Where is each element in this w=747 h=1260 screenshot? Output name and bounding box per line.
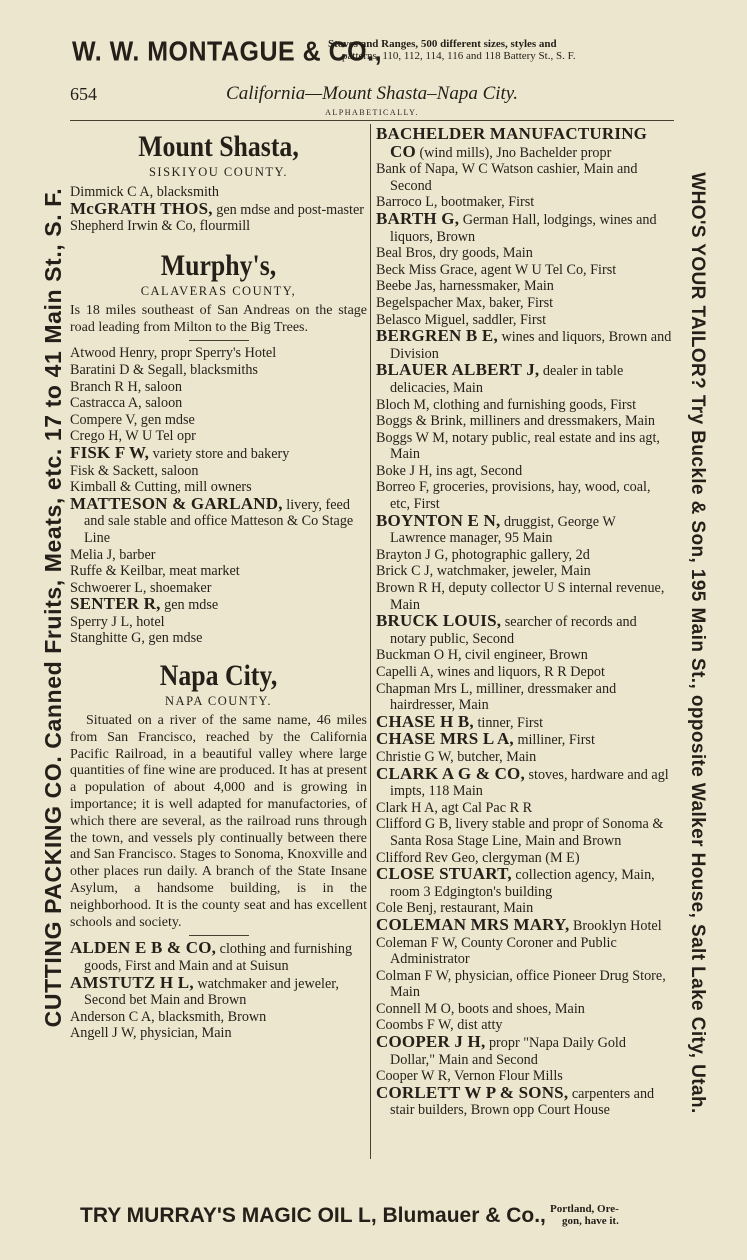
entry-list <box>376 126 674 1119</box>
town-title: Napa City, <box>159 659 278 693</box>
entry-text: Coombs F W, dist atty <box>376 1017 503 1034</box>
entry-name: CORLETT W P & SONS, <box>376 1082 569 1102</box>
entry-details: tinner, First <box>473 714 544 731</box>
directory-entry <box>376 647 674 664</box>
entry-name: BOYNTON E N, <box>376 510 501 530</box>
directory-entry <box>70 463 367 480</box>
entry-text: Barroco L, bootmaker, First <box>376 194 535 211</box>
entry-text: Atwood Henry, propr Sperry's Hotel <box>70 345 277 362</box>
section-rule <box>189 935 249 936</box>
directory-entry <box>70 493 367 547</box>
entry-text: Brown R H, deputy collector U S internal revenue, Main <box>376 580 665 613</box>
entry-details: druggist, George W Lawrence manager, 95 Main <box>390 513 616 547</box>
entry-text: Shepherd Irwin & Co, flourmill <box>70 218 251 235</box>
directory-entry <box>376 362 674 396</box>
entry-text: Connell M O, boots and shoes, Main <box>376 1000 585 1017</box>
entry-list <box>70 345 367 647</box>
entry-details: variety store and bakery <box>149 445 290 462</box>
entry-text: Belasco Miguel, saddler, First <box>376 311 547 328</box>
entry-name: McGRATH THOS, <box>70 198 213 218</box>
entry-details: milliner, First <box>513 732 595 749</box>
entry-text: Stanghitte G, gen mdse <box>70 630 203 647</box>
entry-name: BRUCK LOUIS, <box>376 611 502 631</box>
directory-entry <box>70 362 367 379</box>
entry-details: clothing and furnishing goods, First and Main and at Suisun <box>84 941 353 975</box>
entry-details: collection agency, Main, room 3 Edgington's building <box>390 867 655 900</box>
entry-text: Clark H A, agt Cal Pac R R <box>376 799 533 816</box>
directory-entry <box>70 563 367 580</box>
entry-name: CLOSE STUART, <box>376 864 512 884</box>
entry-text: Compere V, gen mdse <box>70 411 195 428</box>
directory-entry <box>376 914 674 935</box>
directory-entry <box>70 395 367 412</box>
town-title: Mount Shasta, <box>138 130 299 163</box>
entry-text: Cooper W R, Vernon Flour Mills <box>376 1068 563 1085</box>
directory-entry <box>376 763 674 800</box>
entry-text: Anderson C A, blacksmith, Brown <box>70 1008 267 1025</box>
county-name: CALAVERAS COUNTY, <box>140 283 297 298</box>
running-head: California—Mount Shasta–Napa City. <box>226 83 518 104</box>
directory-entry <box>70 412 367 429</box>
entry-text: Angell J W, physician, Main <box>70 1025 232 1042</box>
entry-text: Sperry J L, hotel <box>70 613 165 630</box>
entry-details: carpenters and stair builders, Brown opp Court House <box>390 1085 655 1119</box>
directory-entry <box>376 245 674 262</box>
entry-text: Melia J, barber <box>70 546 156 563</box>
directory-entry <box>70 596 367 614</box>
directory-entry <box>70 218 367 235</box>
directory-entry <box>376 866 674 900</box>
directory-entry <box>70 198 367 219</box>
town-title: Murphy's, <box>160 248 277 282</box>
entry-name: COLEMAN MRS MARY, <box>376 914 570 934</box>
directory-entry <box>376 547 674 564</box>
entry-text: Dimmick C A, blacksmith <box>70 184 219 200</box>
entry-details: wines and liquors, Brown and Division <box>390 329 672 362</box>
entry-text: Fisk & Sackett, saloon <box>70 462 199 479</box>
entry-text: Clifford G B, livery stable and propr of Sonoma & Santa Rosa Stage Line, Main and Brown <box>376 816 664 849</box>
entry-name: SENTER R, <box>70 594 161 614</box>
top-ad-line-2: patterns, 110, 112, 114, 116 and 118 Battery St., S. F. <box>342 50 576 62</box>
entry-text: Branch R H, saloon <box>70 378 182 395</box>
entry-text: Kimball & Cutting, mill owners <box>70 479 252 496</box>
entry-text: Clifford Rev Geo, clergyman (M E) <box>376 849 580 866</box>
county-name: NAPA COUNTY. <box>165 694 272 709</box>
section-mount-shasta <box>70 130 367 235</box>
directory-entry <box>376 563 674 580</box>
entry-text: Boggs W M, notary public, real estate and ins agt, Main <box>376 429 660 463</box>
top-advertisement <box>60 34 680 70</box>
entry-text: Colman F W, physician, office Pioneer Drug Store, Main <box>376 967 666 1001</box>
directory-entry <box>70 1009 367 1026</box>
directory-entry <box>376 295 674 312</box>
bottom-ad-main: TRY MURRAY'S MAGIC OIL L, Blumauer & Co., <box>80 1204 546 1227</box>
county-name: SISKIYOU COUNTY. <box>148 165 289 179</box>
entry-list <box>70 940 367 1042</box>
directory-entry <box>376 208 674 245</box>
directory-entry <box>70 547 367 564</box>
directory-entry <box>376 800 674 817</box>
section-murphys <box>70 249 367 647</box>
directory-entry <box>376 126 674 161</box>
directory-entry <box>376 161 674 194</box>
entry-name: COOPER J H, <box>376 1032 486 1052</box>
directory-entry <box>376 731 674 749</box>
entry-details: Brooklyn Hotel <box>569 917 662 934</box>
directory-entry <box>376 664 674 681</box>
entry-name: FISK F W, <box>70 442 150 462</box>
entry-text: Chapman Mrs L, milliner, dressmaker and hairdresser, Main <box>376 680 617 714</box>
entry-name: BLAUER ALBERT J, <box>376 360 540 380</box>
alphabetically-subhead: ALPHABETICALLY. <box>325 108 419 117</box>
directory-entry <box>376 1082 674 1119</box>
entry-text: Brayton J G, photographic gallery, 2d <box>376 546 590 563</box>
column-divider <box>370 124 371 1159</box>
entry-name: BACHELDER MANUFACTURING CO <box>376 124 648 161</box>
entry-text: Begelspacher Max, baker, First <box>376 294 554 311</box>
entry-text: Boke J H, ins agt, Second <box>376 462 523 479</box>
directory-entry <box>70 442 367 463</box>
entry-text: Schwoerer L, shoemaker <box>70 579 212 596</box>
header-rule <box>70 120 674 121</box>
directory-entry <box>376 262 674 279</box>
directory-entry <box>376 681 674 714</box>
entry-details: gen mdse and post-master <box>212 201 364 218</box>
directory-entry <box>70 972 367 1009</box>
entry-text: Ruffe & Keilbar, meat market <box>70 563 240 580</box>
entry-text: Borreo F, groceries, provisions, hay, wood, coal, etc, First <box>376 479 651 513</box>
entry-text: Beal Bros, dry goods, Main <box>376 245 533 262</box>
directory-entry <box>70 1025 367 1042</box>
entry-text: Boggs & Brink, milliners and dressmakers, Main <box>376 413 655 430</box>
entry-details: German Hall, lodgings, wines and liquors, Brown <box>390 211 657 245</box>
entry-text: Cole Benj, restaurant, Main <box>376 900 534 917</box>
directory-entry <box>376 816 674 849</box>
directory-entry <box>70 345 367 362</box>
directory-entry <box>376 510 674 547</box>
section-napa-city <box>70 659 367 1042</box>
page-header <box>70 82 674 122</box>
entry-text: Capelli A, wines and liquors, R R Depot <box>376 664 605 680</box>
directory-entry <box>376 613 674 647</box>
entry-name: CHASE H B, <box>376 711 474 731</box>
directory-entry <box>376 278 674 295</box>
right-side-advertisement: WHO'S YOUR TAILOR? Try Buckle & Son, 195 Main St., opposite Walker House, Salt Lake City, Utah. <box>687 172 708 1114</box>
entry-name: CLARK A G & CO, <box>376 763 525 783</box>
directory-entry <box>376 397 674 414</box>
bottom-advertisement <box>80 1200 680 1240</box>
town-description: Situated on a river of the same name, 46 miles from San Francisco, reached by the California Pacific Railroad, in a beautiful valley where large quantities of fine wine are produced. It has at present a population of about 4,000 and is growing in importance; it is well adapted for manufactories, of which there are several, as the railroad runs through the town, and vessels ply continually between there and San Francisco. Stages to Sonoma, Knoxville and other places run daily. A branch of the State Insane Asylum, a handsome building, is in the neighborhood. It is the county seat and has excellent schools and society. <box>70 713 368 930</box>
directory-entry <box>70 379 367 396</box>
top-ad-firm: W. W. MONTAGUE & CO., <box>72 36 383 68</box>
entry-text: Brick C J, watchmaker, jeweler, Main <box>376 563 591 580</box>
entry-text: Baratini D & Segall, blacksmiths <box>70 361 258 378</box>
entry-name: BARTH G, <box>376 208 460 228</box>
entry-text: Crego H, W U Tel opr <box>70 428 196 445</box>
town-description: Is 18 miles southeast of San Andreas on the stage road leading from Milton to the Big Trees. <box>70 302 367 335</box>
top-ad-line-1: Stoves and Ranges, 500 different sizes, styles and <box>328 38 557 50</box>
entry-details: gen mdse <box>160 597 219 614</box>
directory-entry <box>376 463 674 480</box>
entry-name: CHASE MRS L A, <box>376 729 514 749</box>
entry-details: dealer in table delicacies, Main <box>390 363 624 396</box>
entry-details: propr "Napa Daily Gold Dollar," Main and Second <box>390 1035 626 1068</box>
directory-entry <box>376 968 674 1001</box>
entry-details: (wind mills), Jno Bachelder propr <box>415 144 612 161</box>
entry-text: Christie G W, butcher, Main <box>376 748 537 765</box>
entry-list <box>70 184 367 235</box>
page-number: 654 <box>70 84 97 104</box>
entry-name: BERGREN B E, <box>376 326 498 346</box>
entry-details: stoves, hardware and agl impts, 118 Main <box>390 766 669 800</box>
directory-entry <box>70 630 367 647</box>
directory-entry <box>376 935 674 968</box>
entry-details: searcher of records and notary public, Second <box>390 614 637 647</box>
directory-entry <box>376 430 674 463</box>
directory-entry <box>376 1001 674 1018</box>
bottom-ad-side-2: gon, have it. <box>562 1215 619 1227</box>
directory-entry <box>376 328 674 362</box>
entry-text: Castracca A, saloon <box>70 395 183 412</box>
entry-name: ALDEN E B & CO, <box>70 938 217 958</box>
directory-entry <box>376 479 674 512</box>
bottom-ad-side-1: Portland, Ore- <box>550 1203 619 1215</box>
entry-text: Beck Miss Grace, agent W U Tel Co, First <box>376 261 617 278</box>
entry-name: MATTESON & GARLAND, <box>70 493 283 513</box>
directory-entry <box>376 413 674 430</box>
directory-entry <box>70 940 367 974</box>
directory-entry <box>376 580 674 613</box>
left-side-advertisement: CUTTING PACKING CO. Canned Fruits, Meats, etc. 17 to 41 Main St., S. F. <box>40 187 66 1028</box>
entry-text: Bloch M, clothing and furnishing goods, First <box>376 396 637 413</box>
right-column <box>376 126 674 1119</box>
directory-entry <box>70 614 367 631</box>
section-rule <box>189 340 249 341</box>
entry-details: livery, feed and sale stable and office Matteson & Co Stage Line <box>84 496 354 546</box>
entry-text: Beebe Jas, harnessmaker, Main <box>376 278 554 295</box>
entry-name: AMSTUTZ H L, <box>70 972 194 992</box>
left-column <box>70 126 367 1042</box>
entry-text: Bank of Napa, W C Watson cashier, Main and Second <box>376 161 638 194</box>
directory-entry <box>376 1034 674 1068</box>
entry-text: Coleman F W, County Coroner and Public Administrator <box>376 934 617 968</box>
entry-text: Buckman O H, civil engineer, Brown <box>376 647 588 664</box>
entry-details: watchmaker and jeweler, Second bet Main and Brown <box>84 975 339 1009</box>
